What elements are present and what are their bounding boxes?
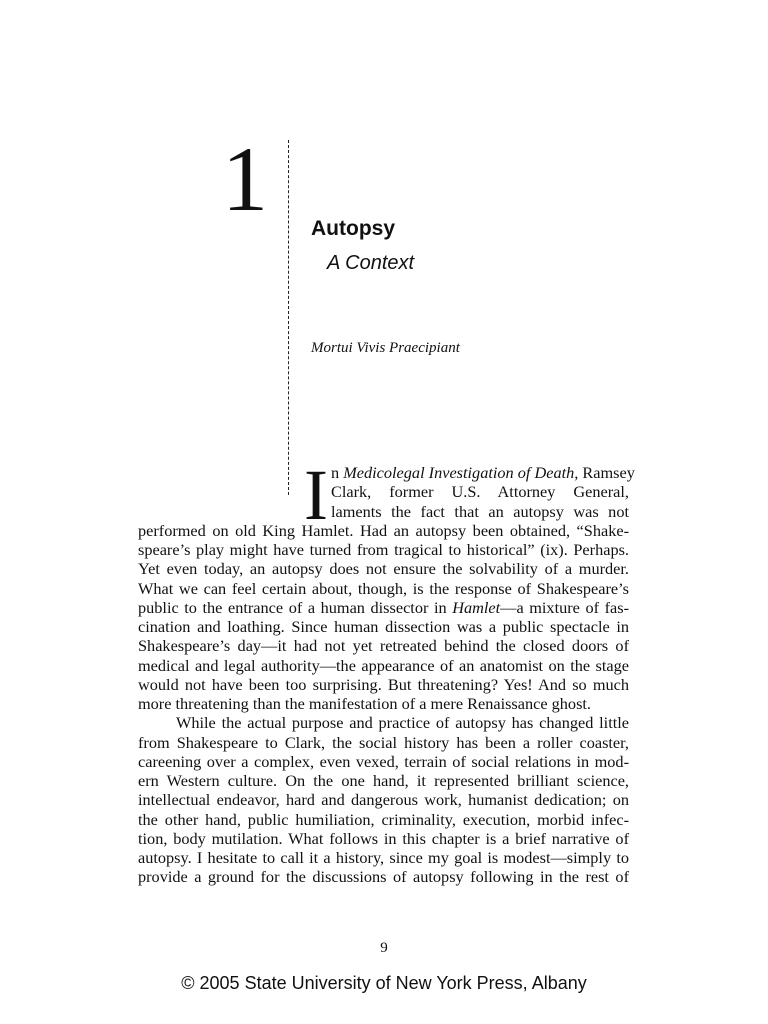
dashed-rule	[288, 140, 289, 495]
text-segment: provide a ground for the discussions of autopsy following in the rest of	[138, 867, 629, 887]
text-line	[138, 694, 629, 713]
text-line	[138, 636, 629, 655]
text-line	[138, 771, 629, 790]
drop-cap: I	[304, 455, 328, 535]
text-segment: Shakespeare’s day—it had not yet retreated behind the closed doors of	[138, 636, 629, 656]
text-line	[138, 559, 629, 578]
text-segment: ern Western culture. On the one hand, it represented brilliant science,	[138, 771, 629, 790]
copyright-notice: © 2005 State University of New York Press, Albany	[181, 973, 587, 993]
epigraph: Mortui Vivis Praecipiant	[311, 340, 460, 356]
text-segment: n	[331, 463, 344, 482]
text-line	[138, 848, 629, 867]
text-line	[176, 713, 629, 732]
text-segment: cination and loathing. Since human dissection was a public spectacle in	[138, 617, 629, 636]
text-segment: Yet even today, an autopsy does not ensure the solvability of a murder.	[138, 559, 629, 579]
chapter-title: Autopsy	[311, 217, 395, 240]
text-line	[138, 790, 629, 809]
text-segment: —a mixture of fas-	[500, 597, 630, 617]
text-line	[138, 617, 629, 636]
text-segment: laments the fact that an autopsy was not	[331, 501, 629, 521]
text-line	[331, 463, 635, 482]
text-segment: more threatening than the manifestation of a mere Renaissance ghost.	[138, 694, 592, 713]
text-segment: While the actual purpose and practice of autopsy has changed little	[176, 713, 629, 733]
page-number: 9	[380, 940, 388, 956]
text-line	[138, 598, 629, 617]
text-line	[138, 733, 629, 752]
text-segment: intellectual endeavor, hard and dangerous work, humanist dedication; on	[138, 790, 629, 810]
chapter-subtitle: A Context	[327, 252, 415, 274]
text-line	[331, 502, 629, 521]
text-segment: the other hand, public humiliation, criminality, execution, morbid infec-	[138, 809, 629, 829]
text-segment: performed on old King Hamlet. Had an autopsy been obtained, “Shake-	[138, 520, 629, 540]
text-line	[138, 521, 629, 540]
text-segment: Ramsey	[578, 463, 635, 482]
text-line	[138, 867, 629, 886]
italic-text: Medicolegal Investigation of Death,	[343, 463, 579, 482]
text-segment: medical and legal authority—the appearance of an anatomist on the stage	[138, 655, 629, 675]
text-segment: careening over a complex, even vexed, terrain of social relations in mod-	[138, 751, 629, 771]
text-line	[138, 675, 629, 694]
chapter-number: 1	[222, 128, 268, 230]
text-segment: public to the entrance of a human dissector in	[138, 597, 453, 617]
text-line	[138, 829, 629, 848]
italic-text: Hamlet	[452, 597, 501, 617]
text-segment: What we can feel certain about, though, is the response of Shakespeare’s	[138, 578, 629, 598]
text-line	[331, 482, 629, 501]
text-segment: Clark, former U.S. Attorney General,	[331, 482, 629, 502]
text-line	[138, 656, 629, 675]
text-line	[138, 752, 629, 771]
text-segment: would not have been too surprising. But threatening? Yes! And so much	[138, 674, 629, 694]
text-segment: speare’s play might have turned from tragical to historical” (ix). Perhaps.	[138, 540, 629, 559]
text-line	[138, 540, 629, 559]
text-segment: from Shakespeare to Clark, the social history has been a roller coaster,	[138, 732, 629, 752]
text-segment: tion, body mutilation. What follows in this chapter is a brief narrative of	[138, 828, 629, 848]
text-segment: autopsy. I hesitate to call it a history, since my goal is modest—simply to	[138, 848, 629, 867]
text-line	[138, 810, 629, 829]
text-line	[138, 579, 629, 598]
